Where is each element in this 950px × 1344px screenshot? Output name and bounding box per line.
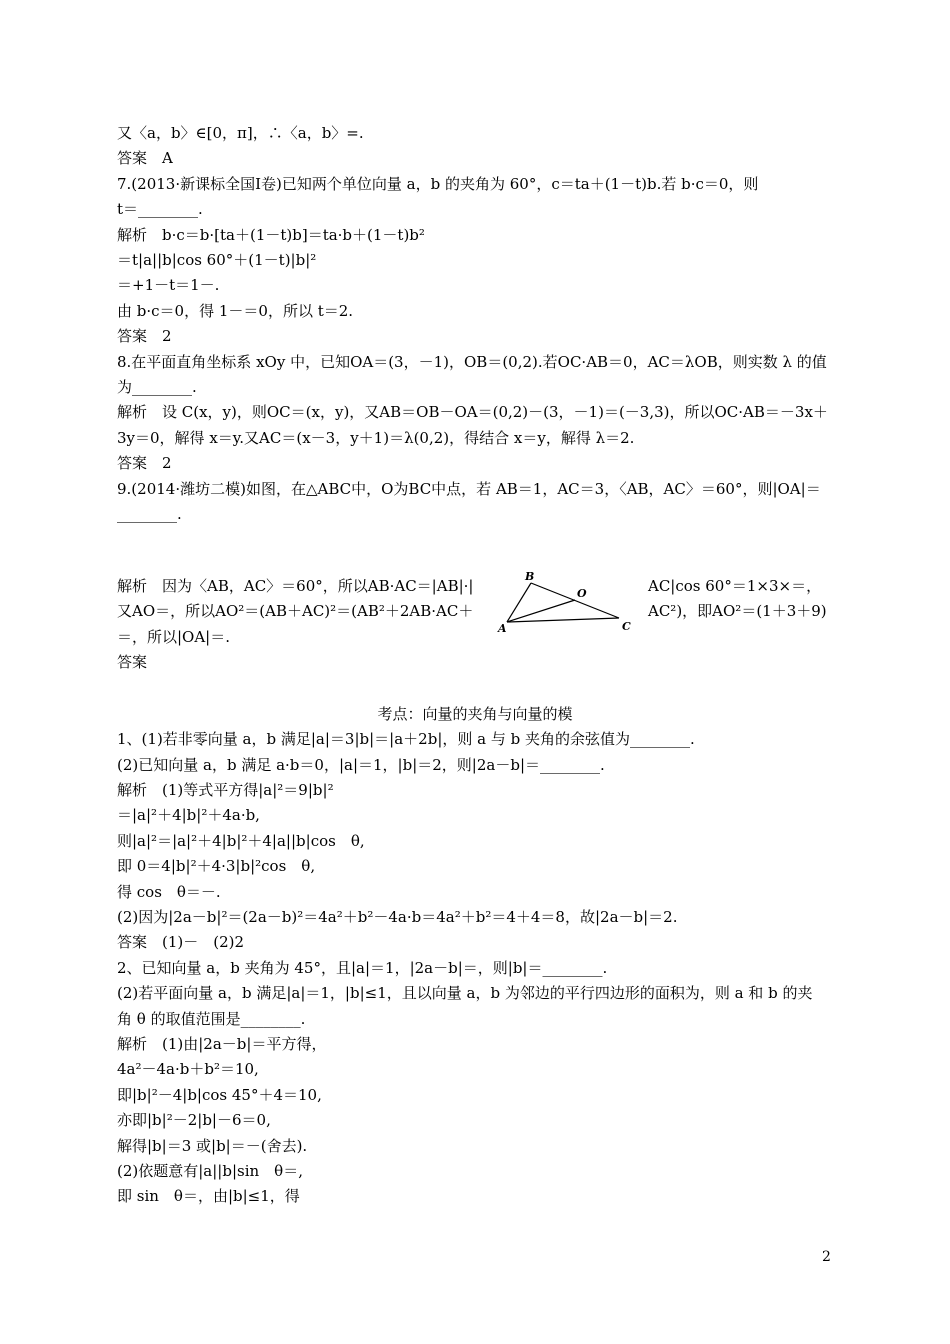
text-line: 由 b·c＝0，得 1－＝0，所以 t＝2. [117,302,354,320]
text-line: 得 cos θ＝－. [117,883,221,901]
side-ab [507,583,531,622]
text-line: 解得|b|＝3 或|b|＝－(舍去). [117,1137,308,1155]
text-line: 角 θ 的取值范围是________. [117,1010,306,1028]
question-2: 2、已知向量 a，b 夹角为 45°，且|a|＝1，|2a－b|＝，则|b|＝________. [117,959,608,977]
text-line: 4a²－4a·b＋b²＝10, [117,1060,259,1078]
question-7: 7.(2013·新课标全国Ⅰ卷)已知两个单位向量 a，b 的夹角为 60°，c＝ta＋(1－t)b.若 b·c＝0，则 [117,175,759,193]
label-c: C [622,620,631,633]
text-line: ＝t|a||b|cos 60°＋(1－t)|b|² [117,251,317,269]
solution-line: 解析 b·c＝b·[ta＋(1－t)b]＝ta·b＋(1－t)b² [117,226,425,244]
text-line: ＝+1－t＝1－. [117,276,220,294]
label-b: B [525,570,535,583]
side-ac [507,618,619,622]
text-line: 亦即|b|²－2|b|－6＝0, [117,1111,271,1129]
text-line: (2)依题意有|a||b|sin θ＝, [117,1162,303,1180]
question-8: 8.在平面直角坐标系 xOy 中，已知OA＝(3，－1)，OB＝(0,2).若OC·AB＝0，AC＝λOB，则实数 λ 的值 [117,353,827,371]
text-line: 即 0＝4|b|²＋4·3|b|²cos θ, [117,857,316,875]
page-number: 2 [822,1249,831,1265]
solution-line: 解析 设 C(x，y)，则OC＝(x，y)，又AB＝OB－OA＝(0,2)－(3，－1)＝(－3,3)，所以OC·AB＝－3x＋ [117,403,828,421]
text-line: AC²)，即AO²＝(1＋3＋9) [648,602,827,620]
text-line: t＝________. [117,200,203,218]
median-ao [507,600,575,622]
text-line: 即|b|²－4|b|cos 45°＋4＝10, [117,1086,322,1104]
solution-line: 解析 (1)等式平方得|a|²＝9|b|² [117,781,334,799]
triangle-figure [495,570,645,640]
solution-line: 解析 (1)由|2a－b|＝平方得， [117,1035,327,1053]
question-1: 1、(1)若非零向量 a，b 满足|a|＝3|b|＝|a＋2b|，则 a 与 b 夹角的余弦值为________. [117,730,695,748]
text-line: 又〈a，b〉∈[0，π]，∴〈a，b〉=. [117,124,364,142]
text-line: ＝|a|²＋4|b|²＋4a·b, [117,806,260,824]
answer-line: 答案 (1)－ (2)2 [117,933,245,951]
label-o: O [577,587,587,600]
text-line: (2)若平面向量 a，b 满足|a|＝1，|b|≤1，且以向量 a，b 为邻边的平行四边形的面积为，则 a 和 b 的夹 [117,984,813,1002]
text-line: ________. [117,505,182,523]
text-line: 3y＝0，解得 x＝y.又AC＝(x－3，y＋1)＝λ(0,2)，得结合 x＝y，解得 λ＝2. [117,429,635,447]
text-line: AC|cos 60°＝1×3×＝， [648,577,822,595]
text-line: ＝，所以|OA|＝. [117,628,231,646]
answer-line: 答案 2 [117,327,172,345]
question-9: 9.(2014·潍坊二模)如图，在△ABC中，O为BC中点，若 AB＝1，AC＝3，〈AB，AC〉＝60°，则|OA|＝ [117,480,821,498]
text-line: (2)因为|2a－b|²＝(2a－b)²＝4a²＋b²－4a·b＝4a²＋b²＝4＋4＝8，故|2a－b|＝2. [117,908,678,926]
answer-line: 答案 2 [117,454,172,472]
text-line: (2)已知向量 a，b 满足 a·b＝0，|a|＝1，|b|＝2，则|2a－b|＝________. [117,756,605,774]
text-line: 即 sin θ＝，由|b|≤1，得 [117,1187,300,1205]
label-a: A [498,622,507,635]
text-line: 则|a|²＝|a|²＋4|b|²＋4|a||b|cos θ, [117,832,365,850]
text-line: 又AO＝，所以AO²＝(AB＋AC)²＝(AB²＋2AB·AC＋ [117,602,474,620]
solution-line: 解析 因为〈AB，AC〉＝60°，所以AB·AC＝|AB|·| [117,577,474,595]
answer-line: 答案 [117,653,148,671]
section-title: 考点：向量的夹角与向量的模 [377,705,573,723]
text-line: 为________. [117,378,197,396]
answer-line: 答案 A [117,149,173,167]
